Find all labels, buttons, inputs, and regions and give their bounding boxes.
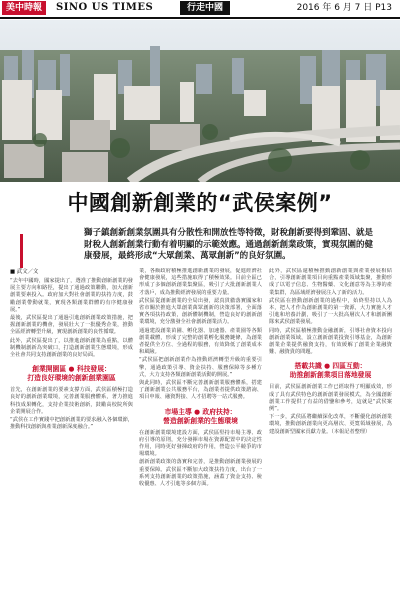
subheading: 創業開園區 ● 科技發展： 打造良好環境的創新創業園區 [27, 365, 116, 383]
lede-paragraph: 獅子鎮創新創業氛圍具有分散性和開放性等特徵，財稅創新要得到鞏固、就是財稅人創新創業行動有着明顯的示範效應。通過創新創業政策，實現氛圍的健康發展，最終形成“大眾創業、萬眾創新”的良好氛圍。 [84, 228, 374, 261]
masthead-rule [0, 17, 400, 19]
paragraph: 首先，在創新創業的要素支撐方面，武侯區積極打造良好的創新創業環境，完善創業服務體系，著力推進科技成果轉化，支持企業技術創新，鼓勵高校院所與企業開展合作。 [10, 387, 133, 415]
article-column-3 [269, 268, 392, 586]
city-aerial-photo-illustration [0, 20, 400, 182]
section-tag: 行走中國 [180, 1, 230, 15]
subheading: 市場主導 ● 政府扶持： 營造創新創業的生態環境 [163, 407, 238, 425]
paragraph: 下一步，武侯區將繼續深化改革，不斷優化創新創業環境，推動創新創業向更高層次、更寬領域發展，為建設創新型國家貢獻力量。（本報記者整理） [269, 414, 392, 435]
article-column-1 [10, 268, 133, 586]
newspaper-logo: 美中時報 [2, 1, 46, 15]
paragraph: 武侯區從創新創業的全局出發，認真貫徹落實國家和省市關於推進大眾創業萬眾創新的決策部署，全面落實各項扶持政策，創新體制機制，營造良好的創新創業環境，充分激發全社會創新創業活力。 [139, 297, 262, 326]
byline: ■ 武文／文 [10, 269, 39, 275]
lede-accent-bar [20, 234, 72, 268]
article-column-2 [139, 268, 262, 586]
paragraph: 最後，武侯區提出了通過引進創新創業政策措施，把握創新創業的機會，發展壯大了一批優秀企業，推動全區經濟轉型升級，實現創新創業的良性循環。 [10, 315, 133, 336]
paragraph: “武侯在工作實踐中把創新創業的要求融入各個環節，推動科技創新與產業創新深度融合。” [10, 417, 133, 431]
article-body [10, 268, 392, 586]
paragraph: 業，各級政府積極推進創新創業的發展，促進經濟社會健康發展，這些措施取得了積極效果。目前全區已形成了多個創新創業集聚區，吸引了大批創新創業人才落戶，成為推動經濟發展的重要力量。 [139, 268, 262, 296]
city-aerial-photo [0, 20, 400, 182]
paragraph: 在創新創業環境建設方面，武侯區堅持市場主導、政府引導的原則，充分發揮市場在資源配置中的決定性作用，同時更好發揮政府的作用，營造公平競爭的市場環境。 [139, 429, 262, 458]
paragraph: 目前，武侯區創新創業工作已經取得了明顯成效，形成了具有武侯特色的創新創業發展模式，為全國創新創業工作提供了有益的借鑒和參考，這就是“武侯案例”。 [269, 384, 392, 413]
paper-name: SINO US TIMES [56, 2, 154, 13]
paragraph: 通過建設創業苗圃、孵化器、加速器、產業園等各類創業載體，形成了完整的創業孵化服務鏈條，為創業者提供全方位、全過程的服務，有效降低了創業成本和風險。 [139, 327, 262, 356]
headline: 中國創新創業的“武侯案例” [67, 191, 333, 215]
paragraph: 此外，武侯區提出了，以推進創新創業為重點，以體制機制創新為突破口，打造創新創業生態環境，形成全社會共同支持創新創業的良好局面。 [10, 337, 133, 359]
date-and-page: 2016 年 6 月 7 日 P13 [296, 3, 392, 13]
paragraph: 此外，武侯區還積極推動創新創業與產業發展相結合，引導創新創業項目向重點產業領域集聚，推動形成了以電子信息、生物醫藥、文化創意等為主導的產業集群，為區域經濟發展注入了新的活力。 [269, 268, 392, 296]
paragraph: “去年中國時，國家提出了，選准了推動創新創業的發展主要方向和路徑，提出了通過政策聯動，加大創新創業要素投入。政府加大對社會創業的扶持力度，鼓勵創業帶動就業，實現各類創業群體的有序健康發展。” [10, 278, 133, 313]
paragraph: 與此同時，武侯區不斷完善創新創業服務體系，搭建了創新創業公共服務平台，為創業者提供政策諮詢、項目申報、融資對接、人才招聘等一站式服務。 [139, 380, 262, 401]
paragraph: “武侯區把創新創業作為推動經濟轉型升級的重要引擎，通過政策引導、資金扶持、服務保障等多種方式，大力支持各類創新創業活動的開展。” [139, 357, 262, 378]
paragraph: 同時，武侯區積極推動金融創新，引導社會資本投向創新創業領域，設立創新創業投資引導基金，為創新創業企業提供融資支持，有效緩解了創業企業融資難、融資貴的問題。 [269, 327, 392, 356]
paragraph: 創新創業政策的落實和完善，是推動創新創業發展的重要保障。武侯區不斷加大政策扶持力度，出台了一系列支持創新創業的政策措施，涵蓋了資金支持、稅收優惠、人才引進等多個方面。 [139, 459, 262, 488]
subheading: 搭載共識 ● 四區互動： 助推創新創業項目落地發展 [289, 362, 372, 380]
masthead [0, 0, 400, 16]
paragraph: 武侯區在推動創新創業的過程中，始終堅持以人為本，把人才作為創新創業的第一資源，大力實施人才引進和培養計劃，吸引了一大批高層次人才和創新團隊來武侯創業發展。 [269, 297, 392, 326]
